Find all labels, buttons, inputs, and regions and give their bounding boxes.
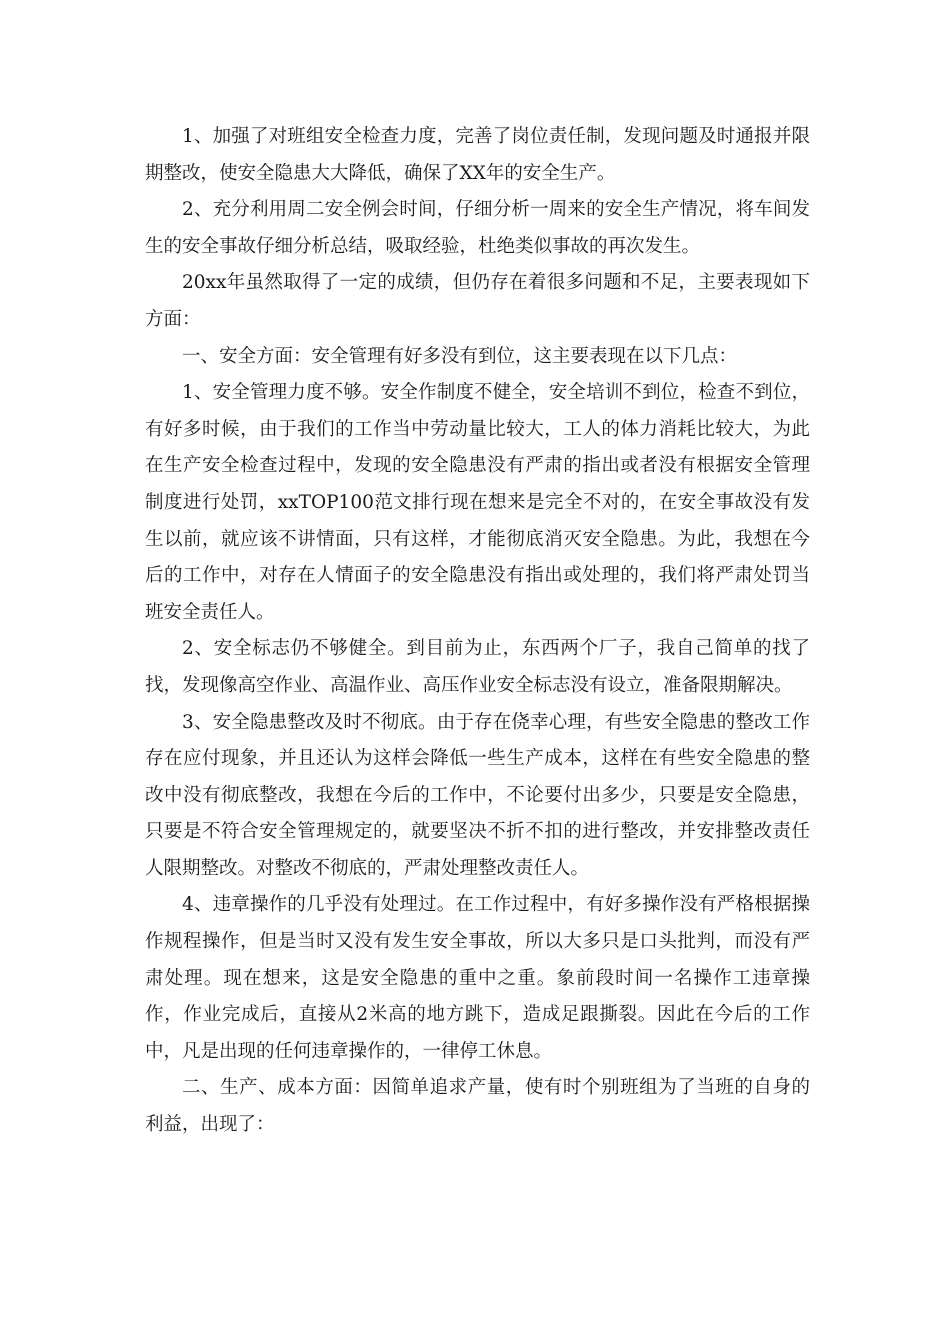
paragraph-2: 2、充分利用周二安全例会时间，仔细分析一周来的安全生产情况，将车间发生的安全事故仔细分析总结，吸取经验，杜绝类似事故的再次发生。 xyxy=(145,199,810,257)
paragraph-5: 1、安全管理力度不够。安全作制度不健全，安全培训不到位，检查不到位，有好多时候，由于我们的工作当中劳动量比较大，工人的体力消耗比较大，为此在生产安全检查过程中，发现的安全隐患没有严肃的指出或者没有根据安全管理制度进行处罚，xxTOP100范文排行现在想来是完全不对的，在安全事故没有发生以前，就应该不讲情面，只有这样，才能彻底消灭安全隐患。为此，我想在今后的工作中，对存在人情面子的安全隐患没有指出或处理的，我们将严肃处罚当班安全责任人。 xyxy=(145,382,810,623)
document-body xyxy=(145,119,810,1144)
paragraph-8: 4、违章操作的几乎没有处理过。在工作过程中，有好多操作没有严格根据操作规程操作，但是当时又没有发生安全事故，所以大多只是口头批判，而没有严肃处理。现在想来，这是安全隐患的重中之重。象前段时间一名操作工违章操作，作业完成后，直接从2米高的地方跳下，造成足跟撕裂。因此在今后的工作中，凡是出现的任何违章操作的，一律停工休息。 xyxy=(145,894,810,1062)
paragraph-3: 20xx年虽然取得了一定的成绩，但仍存在着很多问题和不足，主要表现如下方面： xyxy=(145,272,810,330)
paragraph-6: 2、安全标志仍不够健全。到目前为止，东西两个厂子，我自己简单的找了找，发现像高空作业、高温作业、高压作业安全标志没有设立，准备限期解决。 xyxy=(145,638,810,696)
paragraph-4: 一、安全方面：安全管理有好多没有到位，这主要表现在以下几点： xyxy=(182,345,738,367)
paragraph-1: 1、加强了对班组安全检查力度，完善了岗位责任制，发现问题及时通报并限期整改，使安全隐患大大降低，确保了XX年的安全生产。 xyxy=(145,126,810,184)
paragraph-9: 二、生产、成本方面：因简单追求产量，使有时个别班组为了当班的自身的利益，出现了： xyxy=(145,1077,810,1136)
paragraph-7: 3、安全隐患整改及时不彻底。由于存在侥幸心理，有些安全隐患的整改工作存在应付现象，并且还认为这样会降低一些生产成本，这样在有些安全隐患的整改中没有彻底整改，我想在今后的工作中，不论要付出多少，只要是安全隐患，只要是不符合安全管理规定的，就要坚决不折不扣的进行整改，并安排整改责任人限期整改。对整改不彻底的，严肃处理整改责任人。 xyxy=(145,711,810,879)
